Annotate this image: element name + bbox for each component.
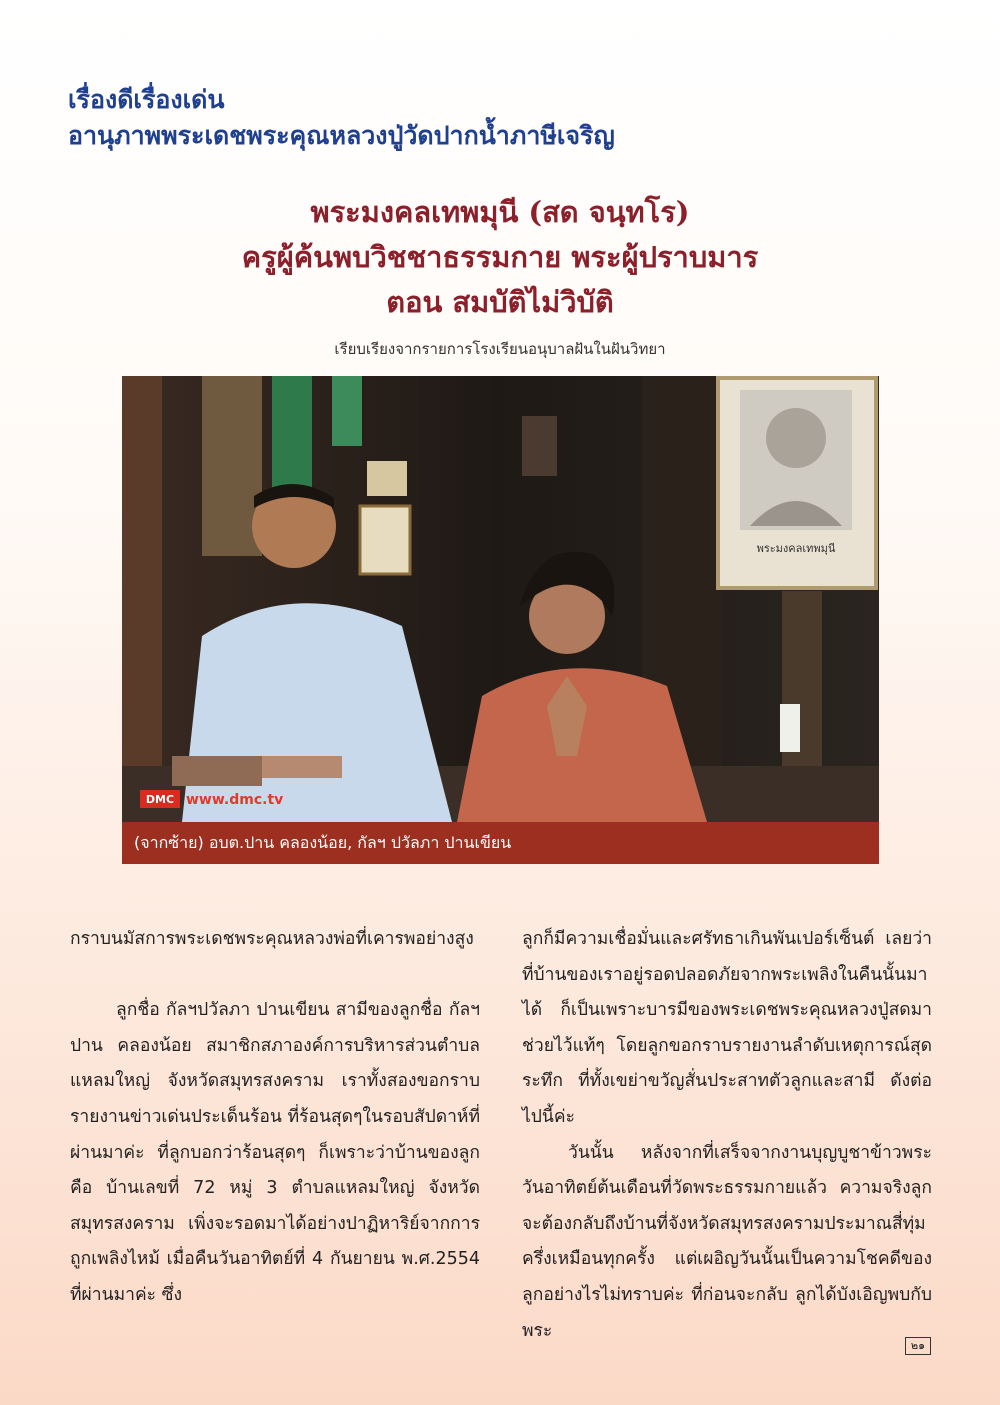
photo-caption: (จากซ้าย) อบต.ปาน คลองน้อย, กัลฯ ปวัลภา ปานเขียน xyxy=(122,822,879,864)
series-line-2: อานุภาพพระเดชพระคุณหลวงปู่วัดปากน้ำภาษีเจริญ xyxy=(68,121,615,150)
body-column-right xyxy=(522,922,932,1349)
title-line-3: ตอน สมบัติไม่วิบัติ xyxy=(386,285,614,319)
title-line-1: พระมงคลเทพมุนี (สด จนฺทโร) xyxy=(310,195,690,229)
body-paragraph: ลูกชื่อ กัลฯปวัลภา ปานเขียน สามีของลูกชื่อ กัลฯปาน คลองน้อย สมาชิกสภาองค์การบริหารส่วนตำบลแหลมใหญ่ จังหวัดสมุทรสงคราม เราทั้งสองขอกราบรายงานข่าวเด่นประเด็นร้อน ที่ร้อนสุดๆในรอบสัปดาห์ที่ผ่านมาค่ะ ที่ลูกบอกว่าร้อนสุดๆ ก็เพราะว่าบ้านของลูก คือ บ้านเลขที่ 72 หมู่ 3 ตำบลแหลมใหญ่ จังหวัดสมุทรสงคราม เพิ่งจะรอดมาได้อย่างปาฏิหาริย์จากการถูกเพลิงไหม้ เมื่อคืนวันอาทิตย์ที่ 4 กันยายน พ.ศ.2554 ที่ผ่านมาค่ะ ซึ่ง xyxy=(70,1000,480,1305)
article-photo xyxy=(122,376,879,822)
body-paragraph: วันนั้น หลังจากที่เสร็จจากงานบุญบูชาข้าวพระวันอาทิตย์ต้นเดือนที่วัดพระธรรมกายแล้ว ความจริงลูกจะต้องกลับถึงบ้านที่จังหวัดสมุทรสงครามประมาณสี่ทุ่มครึ่งเหมือนทุกครั้ง แต่เผอิญวันนั้นเป็นความโชคดีของลูกอย่างไรไม่ทราบค่ะ ที่ก่อนจะกลับ ลูกได้บังเอิญพบกับพระ xyxy=(522,1142,932,1341)
series-line-1: เรื่องดีเรื่องเด่น xyxy=(68,85,225,114)
watermark-url: www.dmc.tv xyxy=(186,792,284,808)
body-column-left xyxy=(70,922,480,1314)
body-paragraph: ลูกก็มีความเชื่อมั่นและศรัทธาเกินพันเปอร์เซ็นต์ เลยว่า ที่บ้านของเราอยู่รอดปลอดภัยจากพระเพลิงในคืนนั้นมาได้ ก็เป็นเพราะบารมีของพระเดชพระคุณหลวงปู่สดมาช่วยไว้แท้ๆ โดยลูกขอกราบรายงานลำดับเหตุการณ์สุดระทึก ที่ทั้งเขย่าขวัญสั่นประสาทตัวลูกและสามี ดังต่อไปนี้ค่ะ xyxy=(522,929,932,1127)
dmc-logo-text: DMC xyxy=(145,793,175,806)
title-line-2: ครูผู้ค้นพบวิชชาธรรมกาย พระผู้ปราบมาร xyxy=(241,240,759,274)
photo-illustration xyxy=(122,376,879,822)
source-credit: เรียบเรียงจากรายการโรงเรียนอนุบาลฝันในฝันวิทยา xyxy=(334,340,666,358)
page-number: ๒๑ xyxy=(905,1337,931,1355)
greeting-paragraph: กราบนมัสการพระเดชพระคุณหลวงพ่อที่เคารพอย่างสูง xyxy=(70,929,474,949)
article-title xyxy=(0,190,1000,325)
series-heading xyxy=(68,82,615,154)
portrait-caption: พระมงคลเทพมุนี xyxy=(756,542,836,555)
